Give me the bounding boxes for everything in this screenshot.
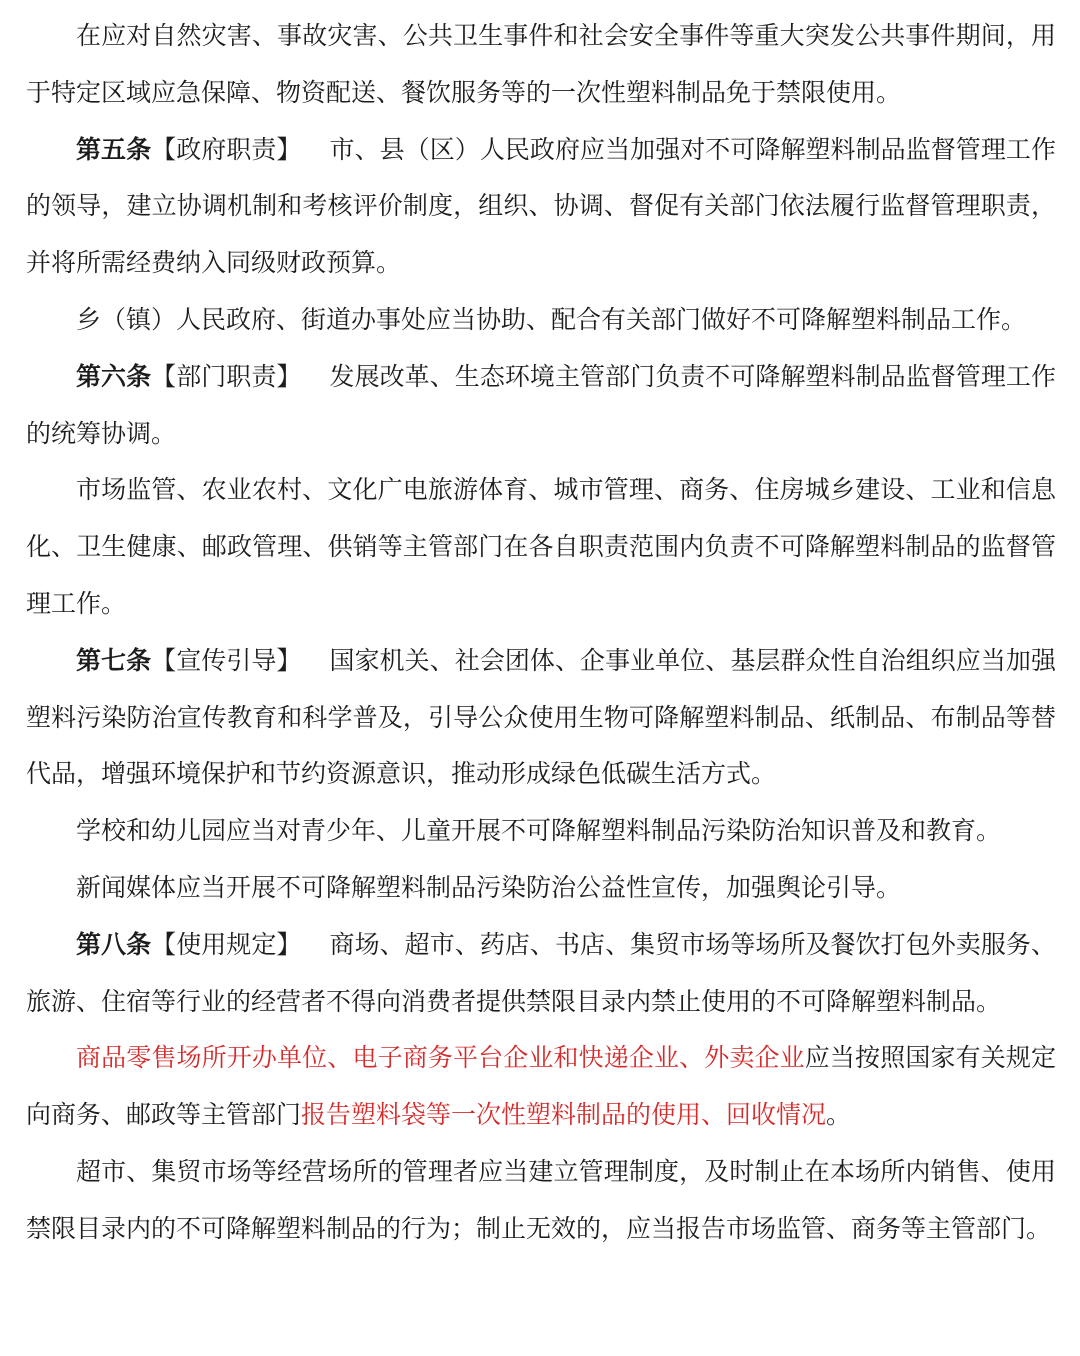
- article-8-paragraph: [26, 917, 1056, 1031]
- article-heading: 【政府职责】: [151, 134, 302, 164]
- article-5-paragraph: [26, 122, 1056, 292]
- paragraph-text: 发展改革、生态环境主管部门负责不可降解塑料制品监督管理工作的统筹协调。: [26, 361, 1056, 448]
- schools-paragraph: [26, 803, 1056, 860]
- article-heading: 【宣传引导】: [151, 645, 302, 675]
- regulation-document: [26, 8, 1056, 1258]
- managers-paragraph: [26, 1144, 1056, 1258]
- paragraph-text: 新闻媒体应当开展不可降解塑料制品污染防治公益性宣传，加强舆论引导。: [76, 872, 902, 902]
- paragraph-text: 学校和幼儿园应当对青少年、儿童开展不可降解塑料制品污染防治知识普及和教育。: [76, 816, 1002, 846]
- paragraph-text: 商场、超市、药店、书店、集贸市场等场所及餐饮打包外卖服务、旅游、住宿等行业的经营者不得向消费者提供禁限目录内禁止使用的不可降解塑料制品。: [26, 929, 1056, 1016]
- article-7-paragraph: [26, 633, 1056, 803]
- article-number: 第五条: [76, 134, 152, 164]
- article-heading: 【使用规定】: [151, 929, 302, 959]
- article-number: 第六条: [76, 361, 152, 391]
- article-heading: 【部门职责】: [151, 361, 302, 391]
- highlighted-entities: 商品零售场所开办单位、电子商务平台企业和快递企业、外卖企业: [76, 1043, 805, 1073]
- departments-paragraph: [26, 462, 1056, 632]
- paragraph-text: 在应对自然灾害、事故灾害、公共卫生事件和社会安全事件等重大突发公共事件期间，用于特定区域应急保障、物资配送、餐饮服务等的一次性塑料制品免于禁限使用。: [26, 21, 1056, 107]
- township-paragraph: [26, 292, 1056, 349]
- paragraph-text: 国家机关、社会团体、企事业单位、基层群众性自治组织应当加强塑料污染防治宣传教育和科学普及，引导公众使用生物可降解塑料制品、纸制品、布制品等替代品，增强环境保护和节约资源意识，推动形成绿色低碳生活方式。: [26, 645, 1056, 789]
- paragraph-end: 。: [826, 1100, 852, 1130]
- media-paragraph: [26, 860, 1056, 917]
- highlighted-obligation: 报告塑料袋等一次性塑料制品的使用、回收情况: [301, 1100, 827, 1130]
- paragraph-emergency-exemption: [26, 8, 1056, 122]
- paragraph-text: 乡（镇）人民政府、街道办事处应当协助、配合有关部门做好不可降解塑料制品工作。: [76, 304, 1027, 334]
- article-number: 第七条: [76, 645, 152, 675]
- paragraph-text: 市场监管、农业农村、文化广电旅游体育、城市管理、商务、住房城乡建设、工业和信息化、卫生健康、邮政管理、供销等主管部门在各自职责范围内负责不可降解塑料制品的监督管理工作。: [26, 475, 1056, 618]
- paragraph-text: 市、县（区）人民政府应当加强对不可降解塑料制品监督管理工作的领导，建立协调机制和考核评价制度，组织、协调、督促有关部门依法履行监督管理职责，并将所需经费纳入同级财政预算。: [26, 134, 1056, 278]
- article-number: 第八条: [76, 929, 152, 959]
- reporting-paragraph: [26, 1030, 1056, 1144]
- paragraph-text: 超市、集贸市场等经营场所的管理者应当建立管理制度，及时制止在本场所内销售、使用禁限目录内的不可降解塑料制品的行为；制止无效的，应当报告市场监管、商务等主管部门。: [26, 1156, 1056, 1243]
- paragraph-text: 应当按照国家有关规定向商务、邮政等主管部门: [26, 1043, 1056, 1130]
- article-6-paragraph: [26, 349, 1056, 463]
